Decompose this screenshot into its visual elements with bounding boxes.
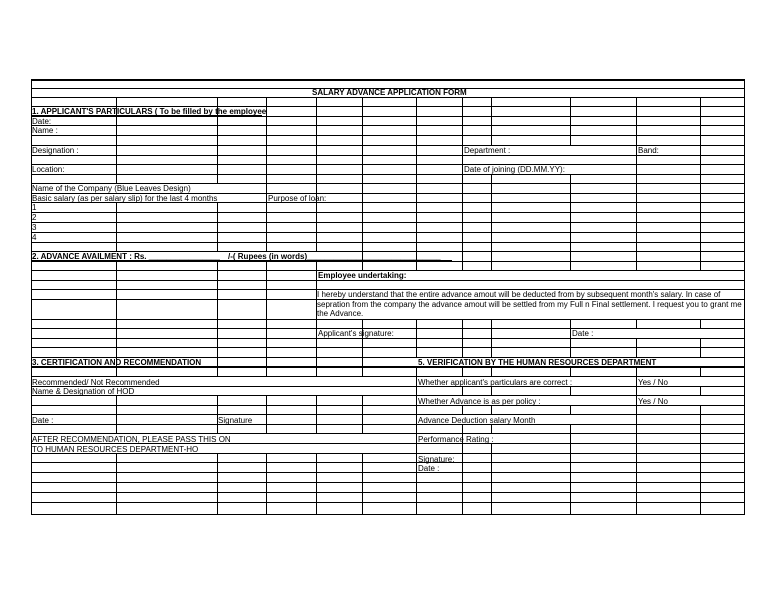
hod-signature-label: Signature [218,416,253,425]
grid-line [31,414,745,415]
grid-line [570,174,571,270]
grid-line [570,424,571,514]
form-title: SALARY ADVANCE APPLICATION FORM [312,88,467,97]
grid-line [31,514,745,515]
grid-line [570,367,571,376]
hr-signature-label: Signature: [418,455,455,464]
grid-line [491,367,492,376]
department-label: Department : [464,146,511,155]
grid-line [316,97,317,251]
grid-line [570,386,571,395]
grid-line [31,97,745,98]
grid-line [700,405,701,514]
grid-line [491,424,492,433]
policy-label: Whether Advance is as per policy : [418,397,541,406]
grid-line [31,319,745,320]
grid-line [31,79,745,81]
purpose-of-loan-label: Purpose of loan: [268,194,327,203]
pass-on-note-line1: AFTER RECOMMENDATION, PLEASE PASS THIS ON [32,435,231,444]
recommendation-date-label: Date : [32,416,54,425]
salary-row-1: 1 [32,203,37,212]
grid-line [462,367,463,376]
hod-label: Name & Designation of HOD [32,387,135,396]
grid-line [416,367,417,514]
grid-line [31,212,745,213]
hr-date-label: Date : [418,464,440,473]
grid-line [462,405,463,414]
section1-heading: 1. APPLICANT'S PARTICULARS ( To be filled by the employee [32,107,267,116]
grid-line [31,116,745,117]
band-label: Band: [638,146,659,155]
undertaking-date-label: Date : [572,329,594,338]
grid-line [491,174,492,270]
grid-line [636,319,637,328]
grid-line [31,472,745,473]
grid-line [217,261,218,376]
grid-line [362,97,363,270]
salary-row-3: 3 [32,223,37,232]
particulars-correct-label: Whether applicant's particulars are correct : [418,378,573,387]
company-name-label: Name of the Company (Blue Leaves Design) [32,184,191,193]
undertaking-text: I hereby understand that the entire advance amout will be deducted from by subsequent month's salary. In case of sepration from the company the advance amout will be settled from my Full n Final settlement. I request you to grant me the Advance. [317,290,742,319]
grid-line [700,319,701,328]
grid-line [31,232,745,233]
grid-line [31,395,745,396]
grid-line [491,97,492,145]
grid-line [31,174,745,175]
salary-row-2: 2 [32,213,37,222]
grid-line [362,453,363,514]
particulars-yes-no: Yes / No [638,378,668,387]
grid-line [491,386,492,395]
grid-line [316,395,317,433]
grid-line [570,97,571,145]
designation-label: Designation : [32,146,79,155]
grid-line [416,97,417,270]
grid-line [362,319,363,376]
grid-line [31,502,745,503]
policy-yes-no: Yes / No [638,397,668,406]
grid-line [266,97,267,251]
rupees-in-words-heading: /-( Rupees (in words)______________________________ [228,252,441,261]
location-label: Location: [32,165,65,174]
pass-on-note-line2: TO HUMAN RESOURCES DEPARTMENT-HO [32,445,199,454]
grid-line [31,482,745,483]
grid-line [416,319,417,357]
grid-line [31,367,745,368]
date-label: Date: [32,117,52,126]
grid-line [266,261,267,376]
grid-line [31,462,745,463]
grid-line [31,376,745,377]
grid-line [217,395,218,433]
grid-line [570,405,571,414]
grid-line [116,395,117,433]
salary-row-4: 4 [32,233,37,242]
grid-line [316,453,317,514]
grid-line [491,319,492,357]
grid-line [31,125,745,126]
grid-line [31,164,745,165]
applicant-signature-label: Applicant's signature: [318,329,394,338]
grid-line [700,338,701,357]
grid-line [700,386,701,395]
grid-line [462,386,463,395]
grid-line [266,453,267,514]
section3-heading: 3. CERTIFICATION AND RECOMMENDATION [32,358,202,367]
grid-line [116,202,117,251]
grid-line [266,395,267,433]
grid-line [491,405,492,414]
grid-line [31,222,745,223]
grid-line [217,202,218,251]
grid-line [31,155,745,156]
grid-line [462,319,463,357]
grid-line [31,338,745,339]
grid-line [636,367,637,514]
grid-line [636,97,637,270]
grid-line [362,395,363,433]
grid-line [700,367,701,376]
employee-undertaking-label: Employee undertaking: [318,271,407,280]
deduction-month-label: Advance Deduction salary Month [418,416,536,425]
recommended-label: Recommended/ Not Recommended [32,378,160,387]
grid-line [31,424,745,425]
date-of-joining-label: Date of joining (DD.MM.YY): [464,165,565,174]
grid-line [636,338,637,357]
grid-line [700,97,701,270]
grid-line [31,242,745,243]
grid-line [31,492,745,493]
basic-salary-label: Basic salary (as per salary slip) for the last 4 months [32,194,218,203]
grid-line [570,319,571,357]
section5-heading: 5. VERIFICATION BY THE HUMAN RESOURCES DEPARTMENT [418,358,657,367]
name-label: Name : [32,126,58,135]
grid-line [217,453,218,514]
grid-line [31,347,745,348]
grid-line [116,453,117,514]
grid-line [31,280,745,281]
grid-line [491,443,492,514]
grid-line [31,135,745,136]
grid-line [462,97,463,270]
advance-availment-heading: 2. ADVANCE AVAILMENT : Rs. ________________ [32,252,220,261]
performance-rating-label: Performance Rating : [418,435,494,444]
grid-line [31,433,745,434]
grid-line [31,261,745,262]
